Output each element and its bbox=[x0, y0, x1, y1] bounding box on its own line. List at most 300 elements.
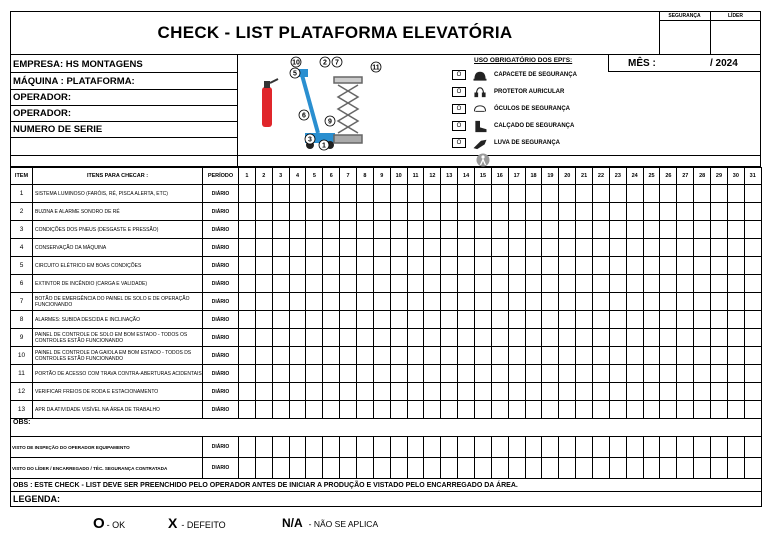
day-cell[interactable] bbox=[491, 221, 508, 239]
day-cell[interactable] bbox=[475, 275, 492, 293]
day-cell[interactable] bbox=[306, 203, 323, 221]
day-cell[interactable] bbox=[660, 365, 677, 383]
day-cell[interactable] bbox=[677, 383, 694, 401]
day-cell[interactable] bbox=[239, 311, 256, 329]
day-cell[interactable] bbox=[609, 311, 626, 329]
day-cell[interactable] bbox=[711, 311, 728, 329]
day-cell[interactable] bbox=[542, 347, 559, 365]
epi-checkbox[interactable]: O bbox=[452, 70, 466, 80]
day-cell[interactable] bbox=[609, 203, 626, 221]
day-cell[interactable] bbox=[711, 383, 728, 401]
day-cell[interactable] bbox=[390, 311, 407, 329]
day-cell[interactable] bbox=[255, 185, 272, 203]
day-cell[interactable] bbox=[458, 239, 475, 257]
day-cell[interactable] bbox=[660, 185, 677, 203]
day-cell[interactable] bbox=[390, 221, 407, 239]
day-cell[interactable] bbox=[727, 329, 744, 347]
day-cell[interactable] bbox=[491, 311, 508, 329]
signature-cell[interactable] bbox=[424, 437, 441, 458]
day-cell[interactable] bbox=[458, 185, 475, 203]
day-cell[interactable] bbox=[407, 257, 424, 275]
day-cell[interactable] bbox=[491, 401, 508, 419]
day-cell[interactable] bbox=[525, 347, 542, 365]
day-cell[interactable] bbox=[424, 329, 441, 347]
day-cell[interactable] bbox=[542, 257, 559, 275]
signature-cell[interactable] bbox=[694, 437, 711, 458]
day-cell[interactable] bbox=[390, 203, 407, 221]
day-cell[interactable] bbox=[340, 401, 357, 419]
day-cell[interactable] bbox=[609, 275, 626, 293]
day-cell[interactable] bbox=[441, 275, 458, 293]
day-cell[interactable] bbox=[255, 365, 272, 383]
day-cell[interactable] bbox=[525, 311, 542, 329]
signature-cell[interactable] bbox=[357, 458, 374, 479]
day-cell[interactable] bbox=[643, 239, 660, 257]
day-cell[interactable] bbox=[660, 329, 677, 347]
day-cell[interactable] bbox=[576, 275, 593, 293]
signature-cell[interactable] bbox=[525, 437, 542, 458]
day-cell[interactable] bbox=[609, 293, 626, 311]
signature-cell[interactable] bbox=[542, 437, 559, 458]
day-cell[interactable] bbox=[441, 239, 458, 257]
day-cell[interactable] bbox=[373, 365, 390, 383]
day-cell[interactable] bbox=[643, 203, 660, 221]
day-cell[interactable] bbox=[626, 257, 643, 275]
signature-cell[interactable] bbox=[272, 437, 289, 458]
day-cell[interactable] bbox=[239, 401, 256, 419]
day-cell[interactable] bbox=[744, 383, 761, 401]
day-cell[interactable] bbox=[508, 311, 525, 329]
day-cell[interactable] bbox=[593, 275, 610, 293]
day-cell[interactable] bbox=[576, 239, 593, 257]
day-cell[interactable] bbox=[711, 365, 728, 383]
day-cell[interactable] bbox=[424, 365, 441, 383]
day-cell[interactable] bbox=[458, 401, 475, 419]
day-cell[interactable] bbox=[458, 293, 475, 311]
day-cell[interactable] bbox=[593, 365, 610, 383]
day-cell[interactable] bbox=[576, 365, 593, 383]
day-cell[interactable] bbox=[593, 203, 610, 221]
day-cell[interactable] bbox=[711, 239, 728, 257]
day-cell[interactable] bbox=[508, 275, 525, 293]
day-cell[interactable] bbox=[458, 275, 475, 293]
day-cell[interactable] bbox=[727, 347, 744, 365]
day-cell[interactable] bbox=[593, 239, 610, 257]
day-cell[interactable] bbox=[475, 365, 492, 383]
epi-checkbox[interactable]: O bbox=[452, 138, 466, 148]
day-cell[interactable] bbox=[660, 293, 677, 311]
day-cell[interactable] bbox=[508, 365, 525, 383]
day-cell[interactable] bbox=[593, 221, 610, 239]
epi-checkbox[interactable]: O bbox=[452, 87, 466, 97]
day-cell[interactable] bbox=[609, 365, 626, 383]
day-cell[interactable] bbox=[542, 329, 559, 347]
day-cell[interactable] bbox=[323, 401, 340, 419]
day-cell[interactable] bbox=[373, 239, 390, 257]
day-cell[interactable] bbox=[576, 203, 593, 221]
signature-cell[interactable] bbox=[255, 437, 272, 458]
day-cell[interactable] bbox=[323, 329, 340, 347]
day-cell[interactable] bbox=[357, 239, 374, 257]
day-cell[interactable] bbox=[491, 185, 508, 203]
day-cell[interactable] bbox=[424, 347, 441, 365]
day-cell[interactable] bbox=[727, 293, 744, 311]
day-cell[interactable] bbox=[340, 347, 357, 365]
day-cell[interactable] bbox=[289, 383, 306, 401]
day-cell[interactable] bbox=[694, 329, 711, 347]
signature-cell[interactable] bbox=[441, 458, 458, 479]
day-cell[interactable] bbox=[593, 293, 610, 311]
day-cell[interactable] bbox=[323, 203, 340, 221]
day-cell[interactable] bbox=[677, 185, 694, 203]
day-cell[interactable] bbox=[289, 185, 306, 203]
day-cell[interactable] bbox=[272, 311, 289, 329]
day-cell[interactable] bbox=[340, 257, 357, 275]
day-cell[interactable] bbox=[660, 347, 677, 365]
day-cell[interactable] bbox=[660, 401, 677, 419]
day-cell[interactable] bbox=[272, 383, 289, 401]
signature-cell[interactable] bbox=[677, 458, 694, 479]
day-cell[interactable] bbox=[255, 221, 272, 239]
day-cell[interactable] bbox=[357, 401, 374, 419]
day-cell[interactable] bbox=[491, 383, 508, 401]
day-cell[interactable] bbox=[323, 383, 340, 401]
day-cell[interactable] bbox=[643, 221, 660, 239]
day-cell[interactable] bbox=[643, 185, 660, 203]
day-cell[interactable] bbox=[357, 275, 374, 293]
day-cell[interactable] bbox=[626, 311, 643, 329]
day-cell[interactable] bbox=[441, 401, 458, 419]
day-cell[interactable] bbox=[609, 329, 626, 347]
day-cell[interactable] bbox=[272, 347, 289, 365]
day-cell[interactable] bbox=[390, 329, 407, 347]
signature-cell[interactable] bbox=[424, 458, 441, 479]
day-cell[interactable] bbox=[323, 365, 340, 383]
day-cell[interactable] bbox=[407, 203, 424, 221]
day-cell[interactable] bbox=[373, 347, 390, 365]
day-cell[interactable] bbox=[643, 293, 660, 311]
day-cell[interactable] bbox=[239, 185, 256, 203]
day-cell[interactable] bbox=[340, 329, 357, 347]
signature-cell[interactable] bbox=[390, 458, 407, 479]
day-cell[interactable] bbox=[407, 239, 424, 257]
day-cell[interactable] bbox=[711, 401, 728, 419]
day-cell[interactable] bbox=[525, 365, 542, 383]
day-cell[interactable] bbox=[593, 257, 610, 275]
day-cell[interactable] bbox=[458, 221, 475, 239]
day-cell[interactable] bbox=[508, 203, 525, 221]
signature-cell[interactable] bbox=[255, 458, 272, 479]
day-cell[interactable] bbox=[357, 293, 374, 311]
day-cell[interactable] bbox=[340, 293, 357, 311]
day-cell[interactable] bbox=[677, 311, 694, 329]
day-cell[interactable] bbox=[491, 203, 508, 221]
day-cell[interactable] bbox=[255, 203, 272, 221]
day-cell[interactable] bbox=[643, 275, 660, 293]
day-cell[interactable] bbox=[407, 347, 424, 365]
day-cell[interactable] bbox=[727, 365, 744, 383]
day-cell[interactable] bbox=[508, 239, 525, 257]
day-cell[interactable] bbox=[390, 365, 407, 383]
day-cell[interactable] bbox=[626, 401, 643, 419]
day-cell[interactable] bbox=[407, 311, 424, 329]
day-cell[interactable] bbox=[475, 383, 492, 401]
day-cell[interactable] bbox=[542, 275, 559, 293]
day-cell[interactable] bbox=[660, 221, 677, 239]
day-cell[interactable] bbox=[475, 293, 492, 311]
day-cell[interactable] bbox=[407, 293, 424, 311]
day-cell[interactable] bbox=[373, 185, 390, 203]
day-cell[interactable] bbox=[694, 203, 711, 221]
day-cell[interactable] bbox=[289, 239, 306, 257]
day-cell[interactable] bbox=[508, 221, 525, 239]
signature-cell[interactable] bbox=[239, 458, 256, 479]
day-cell[interactable] bbox=[727, 185, 744, 203]
day-cell[interactable] bbox=[744, 293, 761, 311]
day-cell[interactable] bbox=[626, 365, 643, 383]
day-cell[interactable] bbox=[559, 347, 576, 365]
signature-cell[interactable] bbox=[306, 458, 323, 479]
signature-cell[interactable] bbox=[373, 437, 390, 458]
day-cell[interactable] bbox=[508, 347, 525, 365]
signature-cell[interactable] bbox=[576, 458, 593, 479]
signature-cell[interactable] bbox=[609, 437, 626, 458]
day-cell[interactable] bbox=[441, 365, 458, 383]
day-cell[interactable] bbox=[357, 257, 374, 275]
day-cell[interactable] bbox=[643, 347, 660, 365]
day-cell[interactable] bbox=[694, 293, 711, 311]
day-cell[interactable] bbox=[626, 221, 643, 239]
day-cell[interactable] bbox=[559, 275, 576, 293]
signature-cell[interactable] bbox=[593, 437, 610, 458]
day-cell[interactable] bbox=[643, 365, 660, 383]
day-cell[interactable] bbox=[626, 203, 643, 221]
day-cell[interactable] bbox=[340, 383, 357, 401]
day-cell[interactable] bbox=[576, 329, 593, 347]
day-cell[interactable] bbox=[727, 239, 744, 257]
day-cell[interactable] bbox=[475, 347, 492, 365]
day-cell[interactable] bbox=[306, 239, 323, 257]
day-cell[interactable] bbox=[727, 221, 744, 239]
day-cell[interactable] bbox=[441, 185, 458, 203]
day-cell[interactable] bbox=[508, 293, 525, 311]
day-cell[interactable] bbox=[525, 239, 542, 257]
signature-cell[interactable] bbox=[491, 437, 508, 458]
signature-cell[interactable] bbox=[626, 458, 643, 479]
day-cell[interactable] bbox=[576, 257, 593, 275]
day-cell[interactable] bbox=[306, 221, 323, 239]
day-cell[interactable] bbox=[576, 383, 593, 401]
day-cell[interactable] bbox=[407, 365, 424, 383]
day-cell[interactable] bbox=[323, 185, 340, 203]
day-cell[interactable] bbox=[255, 239, 272, 257]
day-cell[interactable] bbox=[239, 257, 256, 275]
day-cell[interactable] bbox=[390, 185, 407, 203]
day-cell[interactable] bbox=[559, 293, 576, 311]
day-cell[interactable] bbox=[323, 221, 340, 239]
day-cell[interactable] bbox=[458, 257, 475, 275]
day-cell[interactable] bbox=[272, 203, 289, 221]
day-cell[interactable] bbox=[525, 383, 542, 401]
day-cell[interactable] bbox=[255, 311, 272, 329]
signature-cell[interactable] bbox=[390, 437, 407, 458]
day-cell[interactable] bbox=[593, 311, 610, 329]
day-cell[interactable] bbox=[660, 383, 677, 401]
day-cell[interactable] bbox=[576, 221, 593, 239]
day-cell[interactable] bbox=[626, 185, 643, 203]
signature-cell[interactable] bbox=[323, 458, 340, 479]
day-cell[interactable] bbox=[424, 221, 441, 239]
day-cell[interactable] bbox=[609, 257, 626, 275]
day-cell[interactable] bbox=[424, 293, 441, 311]
signature-cell[interactable] bbox=[559, 458, 576, 479]
day-cell[interactable] bbox=[559, 383, 576, 401]
day-cell[interactable] bbox=[525, 185, 542, 203]
day-cell[interactable] bbox=[390, 383, 407, 401]
day-cell[interactable] bbox=[542, 311, 559, 329]
day-cell[interactable] bbox=[323, 275, 340, 293]
day-cell[interactable] bbox=[559, 203, 576, 221]
day-cell[interactable] bbox=[340, 203, 357, 221]
day-cell[interactable] bbox=[323, 347, 340, 365]
day-cell[interactable] bbox=[289, 203, 306, 221]
day-cell[interactable] bbox=[390, 275, 407, 293]
day-cell[interactable] bbox=[373, 203, 390, 221]
day-cell[interactable] bbox=[559, 185, 576, 203]
day-cell[interactable] bbox=[744, 239, 761, 257]
day-cell[interactable] bbox=[626, 347, 643, 365]
day-cell[interactable] bbox=[306, 185, 323, 203]
day-cell[interactable] bbox=[340, 221, 357, 239]
day-cell[interactable] bbox=[694, 221, 711, 239]
signature-cell[interactable] bbox=[272, 458, 289, 479]
day-cell[interactable] bbox=[525, 257, 542, 275]
day-cell[interactable] bbox=[424, 203, 441, 221]
day-cell[interactable] bbox=[239, 221, 256, 239]
day-cell[interactable] bbox=[441, 221, 458, 239]
day-cell[interactable] bbox=[407, 221, 424, 239]
day-cell[interactable] bbox=[424, 401, 441, 419]
day-cell[interactable] bbox=[306, 257, 323, 275]
day-cell[interactable] bbox=[508, 329, 525, 347]
day-cell[interactable] bbox=[340, 275, 357, 293]
day-cell[interactable] bbox=[475, 185, 492, 203]
day-cell[interactable] bbox=[559, 239, 576, 257]
signature-cell[interactable] bbox=[508, 458, 525, 479]
day-cell[interactable] bbox=[626, 383, 643, 401]
day-cell[interactable] bbox=[306, 311, 323, 329]
day-cell[interactable] bbox=[660, 275, 677, 293]
day-cell[interactable] bbox=[491, 293, 508, 311]
day-cell[interactable] bbox=[272, 257, 289, 275]
day-cell[interactable] bbox=[643, 401, 660, 419]
signature-cell[interactable] bbox=[508, 437, 525, 458]
day-cell[interactable] bbox=[694, 257, 711, 275]
day-cell[interactable] bbox=[609, 185, 626, 203]
day-cell[interactable] bbox=[272, 293, 289, 311]
signature-cell[interactable] bbox=[727, 437, 744, 458]
day-cell[interactable] bbox=[508, 401, 525, 419]
day-cell[interactable] bbox=[289, 347, 306, 365]
day-cell[interactable] bbox=[475, 257, 492, 275]
day-cell[interactable] bbox=[542, 383, 559, 401]
signature-cell[interactable] bbox=[357, 437, 374, 458]
day-cell[interactable] bbox=[272, 401, 289, 419]
day-cell[interactable] bbox=[491, 329, 508, 347]
day-cell[interactable] bbox=[441, 203, 458, 221]
day-cell[interactable] bbox=[508, 257, 525, 275]
signature-cell[interactable] bbox=[407, 458, 424, 479]
day-cell[interactable] bbox=[559, 401, 576, 419]
day-cell[interactable] bbox=[542, 401, 559, 419]
day-cell[interactable] bbox=[626, 329, 643, 347]
day-cell[interactable] bbox=[239, 275, 256, 293]
signature-cell[interactable] bbox=[643, 437, 660, 458]
signature-cell[interactable] bbox=[525, 458, 542, 479]
signature-cell[interactable] bbox=[677, 437, 694, 458]
day-cell[interactable] bbox=[289, 293, 306, 311]
day-cell[interactable] bbox=[559, 329, 576, 347]
day-cell[interactable] bbox=[323, 311, 340, 329]
day-cell[interactable] bbox=[593, 185, 610, 203]
signature-cell[interactable] bbox=[744, 437, 761, 458]
day-cell[interactable] bbox=[711, 185, 728, 203]
day-cell[interactable] bbox=[458, 311, 475, 329]
day-cell[interactable] bbox=[289, 311, 306, 329]
day-cell[interactable] bbox=[508, 383, 525, 401]
day-cell[interactable] bbox=[542, 239, 559, 257]
day-cell[interactable] bbox=[475, 329, 492, 347]
day-cell[interactable] bbox=[677, 239, 694, 257]
signature-cell[interactable] bbox=[458, 437, 475, 458]
day-cell[interactable] bbox=[357, 329, 374, 347]
day-cell[interactable] bbox=[677, 221, 694, 239]
day-cell[interactable] bbox=[390, 257, 407, 275]
day-cell[interactable] bbox=[255, 347, 272, 365]
signature-cell[interactable] bbox=[711, 437, 728, 458]
day-cell[interactable] bbox=[255, 293, 272, 311]
day-cell[interactable] bbox=[643, 257, 660, 275]
day-cell[interactable] bbox=[340, 365, 357, 383]
epi-checkbox[interactable]: O bbox=[452, 104, 466, 114]
day-cell[interactable] bbox=[441, 347, 458, 365]
day-cell[interactable] bbox=[542, 221, 559, 239]
signature-cell[interactable] bbox=[340, 458, 357, 479]
day-cell[interactable] bbox=[677, 347, 694, 365]
day-cell[interactable] bbox=[255, 383, 272, 401]
day-cell[interactable] bbox=[593, 347, 610, 365]
day-cell[interactable] bbox=[559, 221, 576, 239]
day-cell[interactable] bbox=[744, 401, 761, 419]
epi-checkbox[interactable]: O bbox=[452, 121, 466, 131]
day-cell[interactable] bbox=[306, 401, 323, 419]
day-cell[interactable] bbox=[407, 275, 424, 293]
day-cell[interactable] bbox=[711, 257, 728, 275]
day-cell[interactable] bbox=[593, 329, 610, 347]
day-cell[interactable] bbox=[424, 275, 441, 293]
signature-cell[interactable] bbox=[441, 437, 458, 458]
day-cell[interactable] bbox=[744, 221, 761, 239]
day-cell[interactable] bbox=[677, 365, 694, 383]
day-cell[interactable] bbox=[559, 257, 576, 275]
signature-cell[interactable] bbox=[559, 437, 576, 458]
day-cell[interactable] bbox=[694, 401, 711, 419]
day-cell[interactable] bbox=[289, 329, 306, 347]
day-cell[interactable] bbox=[373, 257, 390, 275]
day-cell[interactable] bbox=[744, 311, 761, 329]
day-cell[interactable] bbox=[677, 203, 694, 221]
day-cell[interactable] bbox=[525, 329, 542, 347]
